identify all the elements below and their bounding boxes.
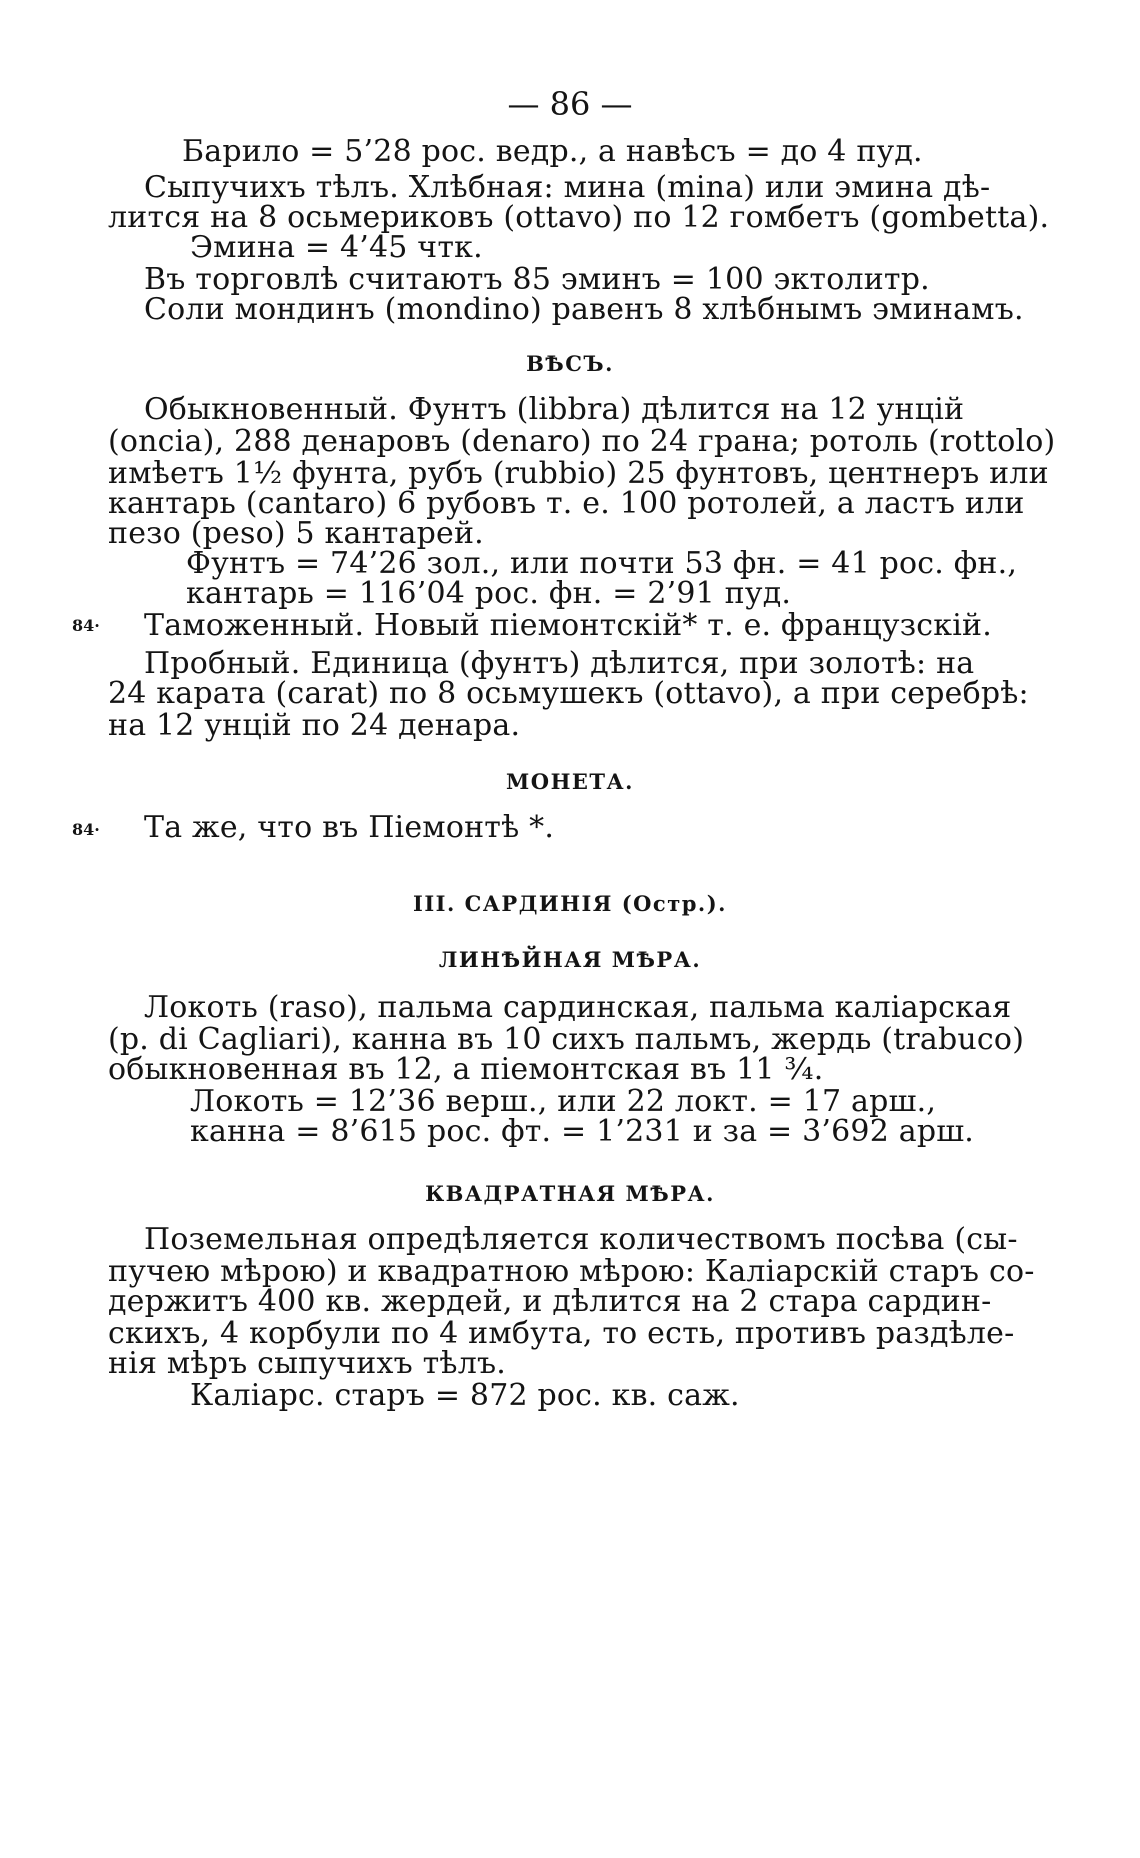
section-heading-lin: ЛИНѢЙНАЯ МѢРА. bbox=[438, 947, 702, 972]
text-line: Эмина = 4’45 чтк. bbox=[190, 230, 483, 265]
text-line: Въ торговлѣ считаютъ 85 эминъ = 100 эктолитр. bbox=[144, 262, 930, 297]
text-line: Пробный. Единица (фунтъ) дѣлится, при золотѣ: на bbox=[144, 646, 975, 681]
text-line: Та же, что въ Піемонтѣ *. bbox=[144, 810, 555, 845]
margin-reference: 84· bbox=[72, 820, 100, 839]
text-line: нія мѣръ сыпучихъ тѣлъ. bbox=[108, 1346, 506, 1381]
text-line: обыкновенная въ 12, а піемонтская въ 11 ¾. bbox=[108, 1052, 824, 1087]
margin-reference: 84· bbox=[72, 616, 100, 635]
section-heading-moneta: МОНЕТА. bbox=[506, 769, 634, 794]
text-line: Барило = 5’28 рос. ведр., а навѣсъ = до 4 пуд. bbox=[182, 134, 923, 169]
text-line: Таможенный. Новый піемонтскій* т. е. французскій. bbox=[144, 608, 992, 643]
text-line: Каліарс. старъ = 872 рос. кв. саж. bbox=[190, 1378, 740, 1413]
section-heading-kv: КВАДРАТНАЯ МѢРА. bbox=[425, 1181, 715, 1206]
text-line: 24 карата (carat) по 8 осьмушекъ (ottavo), а при серебрѣ: bbox=[108, 676, 1029, 711]
text-line: лится на 8 осьмериковъ (ottavo) по 12 гомбетъ (gombetta). bbox=[108, 200, 1050, 235]
text-line: пучею мѣрою) и квадратною мѣрою: Каліарскій старъ со- bbox=[108, 1254, 1035, 1289]
text-line: на 12 унцій по 24 денара. bbox=[108, 708, 521, 743]
text-line: пезо (peso) 5 кантарей. bbox=[108, 516, 484, 551]
text-line: имѣетъ 1½ фунта, рубъ (rubbio) 25 фунтовъ, центнеръ или bbox=[108, 456, 1049, 491]
text-line: (oncia), 288 денаровъ (denaro) по 24 грана; ротоль (rottolo) bbox=[108, 424, 1056, 459]
text-line: скихъ, 4 корбули по 4 имбута, то есть, противъ раздѣле- bbox=[108, 1316, 1015, 1351]
text-line: держитъ 400 кв. жердей, и дѣлится на 2 стара сардин- bbox=[108, 1284, 992, 1319]
text-line: канна = 8’615 рос. фт. = 1’231 и за = 3’692 арш. bbox=[190, 1114, 975, 1149]
section-heading-sardinia: III. САРДИНІЯ (Остр.). bbox=[413, 891, 727, 916]
text-line: кантарь (cantaro) 6 рубовъ т. е. 100 ротолей, а ластъ или bbox=[108, 486, 1025, 521]
text-line: (p. di Cagliari), канна въ 10 сихъ пальмъ, жердь (trabuco) bbox=[108, 1022, 1025, 1057]
text-line: Сыпучихъ тѣлъ. Хлѣбная: мина (mina) или эмина дѣ- bbox=[144, 170, 991, 205]
section-heading-ves: ВѢСЪ. bbox=[526, 351, 614, 376]
text-line: Соли мондинъ (mondino) равенъ 8 хлѣбнымъ эминамъ. bbox=[144, 292, 1024, 327]
text-line: Фунтъ = 74’26 зол., или почти 53 фн. = 41 рос. фн., bbox=[186, 546, 1018, 581]
text-line: Локоть (raso), пальма сардинская, пальма каліарская bbox=[144, 990, 1012, 1025]
text-line: кантарь = 116’04 рос. фн. = 2’91 пуд. bbox=[186, 576, 792, 611]
text-line: Поземельная опредѣляется количествомъ посѣва (сы- bbox=[144, 1222, 1018, 1257]
text-line: Обыкновенный. Фунтъ (libbra) дѣлится на 12 унцій bbox=[144, 392, 965, 427]
text-line: Локоть = 12’36 верш., или 22 локт. = 17 арш., bbox=[190, 1084, 937, 1119]
page-number: — 86 — bbox=[507, 85, 633, 123]
